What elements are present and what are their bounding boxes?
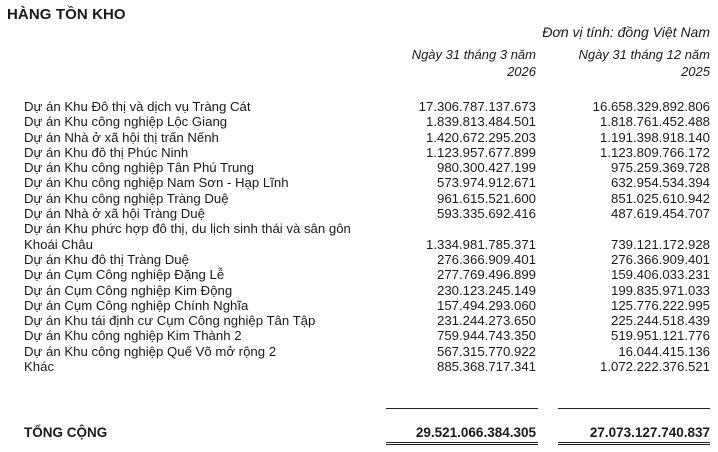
column-header-line1: Ngày 31 tháng 12 năm [578, 47, 710, 62]
project-name: Dự án Khu đô thị Phúc Ninh [24, 144, 189, 160]
project-name: Dự án Khu công nghiệp Quế Võ mở rộng 2 [24, 343, 277, 359]
value-2026: 157.494.293.060 [436, 297, 536, 313]
value-2025: 276.366.909.401 [610, 251, 710, 267]
project-name: Dự án Nhà ở xã hội thị trấn Nếnh [24, 129, 219, 145]
project-name: Dự án Khu công nghiệp Tràng Duệ [24, 190, 229, 206]
subtotal-rule-col2 [558, 408, 710, 409]
project-name: Dự án Khu công nghiệp Lộc Giang [24, 114, 228, 130]
value-2025: 975.259.369.728 [610, 160, 710, 176]
table-row [0, 328, 718, 343]
table-row [0, 313, 718, 328]
table-row [0, 160, 718, 175]
column-header-2026 [366, 46, 536, 80]
table-row [0, 114, 718, 129]
value-2026: 1.334.981.785.371 [425, 236, 536, 252]
value-2026: 573.974.912.671 [436, 175, 536, 191]
table-row [0, 359, 718, 374]
inventory-table [0, 99, 718, 374]
table-row [0, 283, 718, 298]
value-2025: 159.406.033.231 [610, 267, 710, 283]
value-2026: 1.123.957.677.899 [425, 144, 536, 160]
table-row [0, 130, 718, 145]
project-name: Dự án Nhà ở xã hội Tràng Duệ [24, 206, 205, 222]
table-row [0, 175, 718, 190]
table-row [0, 99, 718, 114]
value-2026: 1.839.813.484.501 [425, 114, 536, 130]
table-row [0, 206, 718, 221]
value-2025: 199.835.971.033 [610, 282, 710, 298]
column-header-line1: Ngày 31 tháng 3 năm [411, 47, 536, 62]
project-name: Dự án Khu tái định cư Cụm Công nghiệp Tân Tập [24, 313, 316, 329]
value-2025: 125.776.222.995 [610, 297, 710, 313]
table-row [0, 298, 718, 313]
value-2026: 885.368.717.341 [436, 359, 536, 375]
project-name: Dự án Khu công nghiệp Tân Phú Trung [24, 160, 255, 176]
value-2025: 225.244.518.439 [610, 313, 710, 329]
value-2025: 739.121.172.928 [610, 236, 710, 252]
value-2026: 17.306.787.137.673 [418, 99, 536, 114]
project-name: Dự án Khu phức hợp đô thị, du lịch sinh thái và sân gôn Khoái Châu [24, 221, 351, 252]
value-2025: 16.044.415.136 [618, 343, 710, 359]
value-2026: 230.123.245.149 [436, 282, 536, 298]
project-name: Dự án Khu công nghiệp Kim Thành 2 [24, 328, 242, 344]
value-2026: 980.300.427.199 [436, 160, 536, 176]
value-2026: 961.615.521.600 [436, 190, 536, 206]
value-2025: 1.818.761.452.488 [599, 114, 710, 130]
column-header-2025 [540, 46, 710, 80]
table-row [0, 191, 718, 206]
section-title: HÀNG TỒN KHO [7, 6, 126, 23]
value-2025: 851.025.610.942 [610, 190, 710, 206]
subtotal-rule-col1 [386, 408, 538, 409]
column-header-year: 2025 [681, 64, 710, 79]
currency-unit-note: Đơn vị tính: đồng Việt Nam [542, 24, 710, 40]
table-row [0, 145, 718, 160]
value-2026: 276.366.909.401 [436, 251, 536, 267]
value-2025: 519.951.121.776 [610, 328, 710, 344]
value-2026: 593.335.692.416 [436, 206, 536, 222]
value-2025: 1.072.222.376.521 [599, 359, 710, 375]
table-row [0, 252, 718, 267]
value-2025: 487.619.454.707 [610, 206, 710, 222]
project-name: Dự án Cụm Công nghiệp Đặng Lễ [24, 267, 225, 283]
total-value-2025: 27.073.127.740.837 [589, 425, 710, 440]
total-double-rule-col1 [386, 442, 538, 445]
value-2026: 1.420.672.295.203 [425, 129, 536, 145]
column-header-year: 2026 [507, 64, 536, 79]
value-2025: 16.658.329.892.806 [592, 99, 710, 114]
total-label: TỔNG CỘNG [24, 425, 108, 440]
total-value-2026: 29.521.066.384.305 [415, 425, 536, 440]
project-name: Dự án Cụm Công nghiệp Kim Động [24, 282, 233, 298]
project-name: Khác [24, 359, 55, 375]
value-2026: 231.244.273.650 [436, 313, 536, 329]
value-2026: 277.769.496.899 [436, 267, 536, 283]
table-row [0, 344, 718, 359]
project-name: Dự án Khu công nghiệp Nam Sơn - Hạp Lĩnh [24, 175, 289, 191]
project-name: Dự án Cụm Công nghiệp Chính Nghĩa [24, 297, 249, 313]
value-2025: 632.954.534.394 [610, 175, 710, 191]
total-double-rule-col2 [558, 442, 710, 445]
value-2026: 759.944.743.350 [436, 328, 536, 344]
value-2025: 1.123.809.766.172 [599, 144, 710, 160]
table-row [0, 221, 718, 252]
project-name: Dự án Khu đô thị Tràng Duệ [24, 251, 189, 267]
table-row [0, 267, 718, 282]
project-name: Dự án Khu Đô thị và dịch vụ Tràng Cát [24, 99, 251, 114]
value-2026: 567.315.770.922 [436, 343, 536, 359]
value-2025: 1.191.398.918.140 [599, 129, 710, 145]
